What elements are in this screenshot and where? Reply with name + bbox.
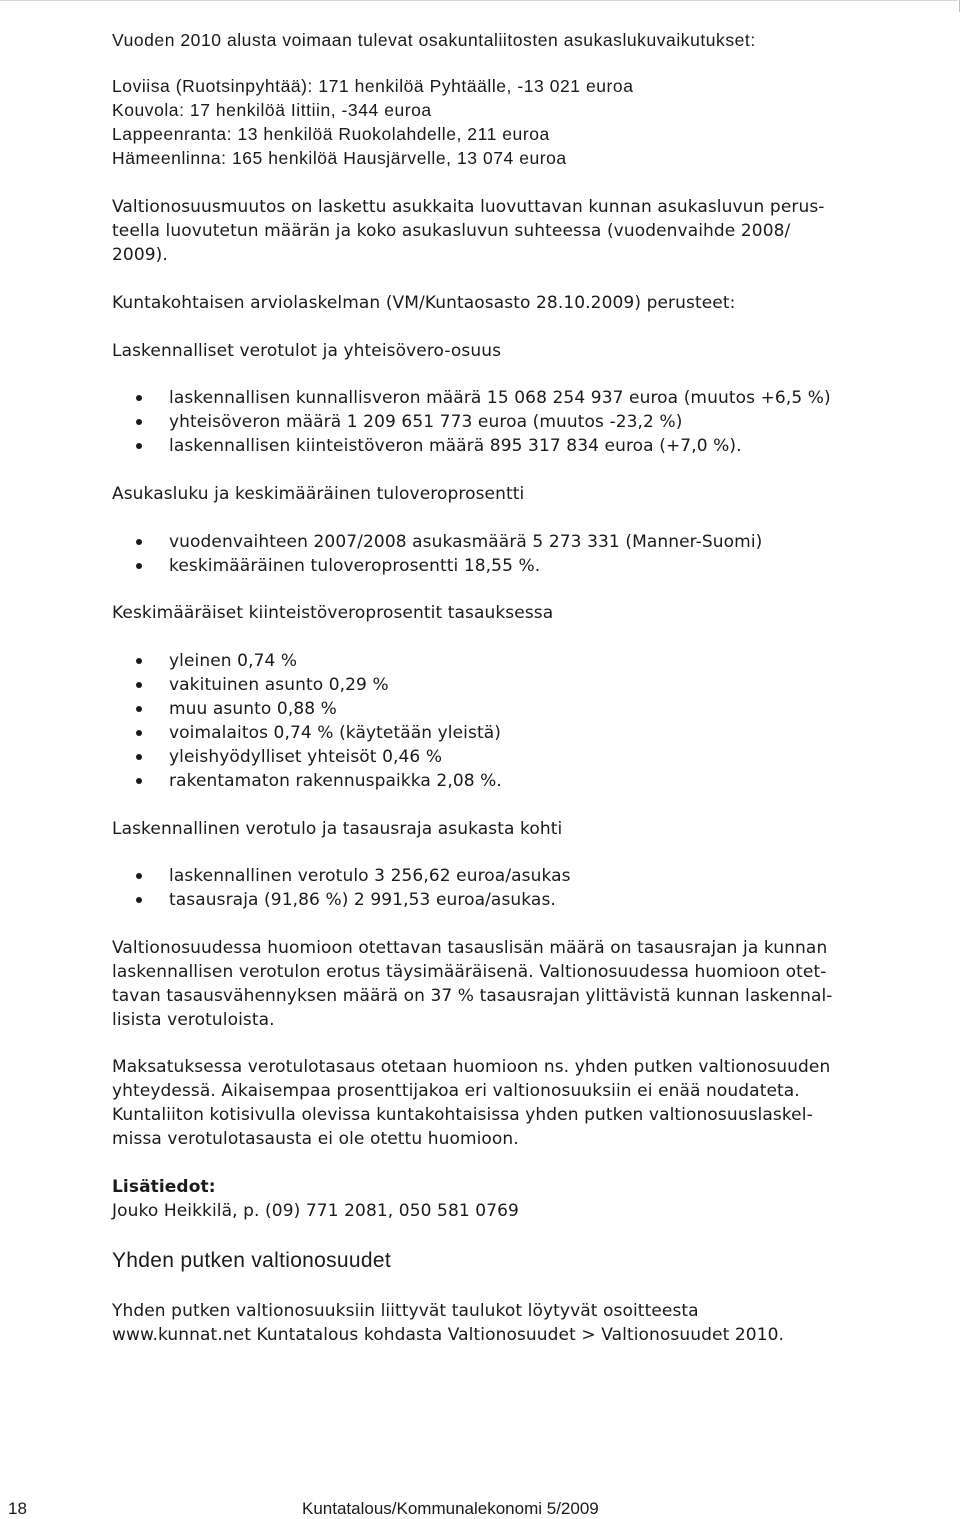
tax-item: yhteisöveron määrä 1 209 651 773 euroa (muutos -23,2 %) bbox=[169, 412, 683, 432]
page-number: 18 bbox=[8, 1499, 27, 1518]
one-pipe-heading: Yhden putken valtionosuudet bbox=[112, 1249, 391, 1272]
bullet-icon bbox=[136, 897, 142, 903]
bullet-icon bbox=[136, 419, 142, 425]
bullet-icon bbox=[136, 563, 142, 569]
property-heading: Keskimääräiset kiinteistöveroprosentit tasauksessa bbox=[112, 603, 554, 623]
tax-item: laskennallisen kunnallisveron määrä 15 068 254 937 euroa (muutos +6,5 %) bbox=[169, 388, 831, 408]
intro-line-lappeenranta: Lappeenranta: 13 henkilöä Ruokolahdelle, 211 euroa bbox=[112, 124, 550, 144]
property-item: muu asunto 0,88 % bbox=[169, 699, 337, 719]
bullet-icon bbox=[136, 443, 142, 449]
bullet-icon bbox=[136, 873, 142, 879]
bullet-icon bbox=[136, 778, 142, 784]
bullet-icon bbox=[136, 754, 142, 760]
calc-item: tasausraja (91,86 %) 2 991,53 euroa/asukas. bbox=[169, 890, 556, 910]
page-top-border bbox=[0, 0, 958, 1]
para2-line: lisista verotuloista. bbox=[112, 1010, 275, 1030]
contact-label: Lisätiedot: bbox=[112, 1177, 216, 1197]
population-item: keskimääräinen tuloveroprosentti 18,55 %. bbox=[169, 556, 541, 576]
para1-line: Valtionosuusmuutos on laskettu asukkaita luovuttavan kunnan asukasluvun perus- bbox=[112, 197, 825, 217]
para2-line: Valtionosuudessa huomioon otettavan tasauslisän määrä on tasausrajan ja kunnan bbox=[112, 938, 828, 958]
para2-line: tavan tasausvähennyksen määrä on 37 % tasausrajan ylittävistä kunnan laskennal- bbox=[112, 986, 833, 1006]
bullet-icon bbox=[136, 730, 142, 736]
para1-line: 2009). bbox=[112, 245, 168, 265]
bullet-icon bbox=[136, 706, 142, 712]
intro-line-loviisa: Loviisa (Ruotsinpyhtää): 171 henkilöä Pyhtäälle, -13 021 euroa bbox=[112, 76, 634, 96]
property-item: voimalaitos 0,74 % (käytetään yleistä) bbox=[169, 723, 501, 743]
intro-line-kouvola: Kouvola: 17 henkilöä Iittiin, -344 euroa bbox=[112, 100, 432, 120]
basis-heading: Kuntakohtaisen arviolaskelman (VM/Kuntaosasto 28.10.2009) perusteet: bbox=[112, 293, 736, 313]
tax-item: laskennallisen kiinteistöveron määrä 895 317 834 euroa (+7,0 %). bbox=[169, 436, 742, 456]
calc-heading: Laskennallinen verotulo ja tasausraja asukasta kohti bbox=[112, 819, 563, 839]
calc-item: laskennallinen verotulo 3 256,62 euroa/asukas bbox=[169, 866, 571, 886]
one-pipe-line: www.kunnat.net Kuntatalous kohdasta Valtionosuudet > Valtionosuudet 2010. bbox=[112, 1325, 785, 1345]
bullet-icon bbox=[136, 658, 142, 664]
one-pipe-line: Yhden putken valtionosuuksiin liittyvät taulukot löytyvät osoitteesta bbox=[112, 1301, 699, 1321]
property-item: yleishyödylliset yhteisöt 0,46 % bbox=[169, 747, 443, 767]
property-item: rakentamaton rakennuspaikka 2,08 %. bbox=[169, 771, 502, 791]
para1-line: teella luovutetun määrän ja koko asukasluvun suhteessa (vuodenvaihde 2008/ bbox=[112, 221, 791, 241]
bullet-icon bbox=[136, 395, 142, 401]
property-item: vakituinen asunto 0,29 % bbox=[169, 675, 389, 695]
para3-line: yhteydessä. Aikaisempaa prosenttijakoa eri valtionosuuksiin ei enää noudateta. bbox=[112, 1081, 800, 1101]
contact-person: Jouko Heikkilä, p. (09) 771 2081, 050 581 0769 bbox=[112, 1201, 519, 1221]
population-item: vuodenvaihteen 2007/2008 asukasmäärä 5 273 331 (Manner-Suomi) bbox=[169, 532, 763, 552]
bullet-icon bbox=[136, 682, 142, 688]
intro-line-hameenlinna: Hämeenlinna: 165 henkilöä Hausjärvelle, 13 074 euroa bbox=[112, 148, 567, 168]
intro-title: Vuoden 2010 alusta voimaan tulevat osakuntaliitosten asukaslukuvaikutukset: bbox=[112, 30, 756, 50]
bullet-icon bbox=[136, 539, 142, 545]
publication-footer: Kuntatalous/Kommunalekonomi 5/2009 bbox=[302, 1499, 599, 1518]
tax-heading: Laskennalliset verotulot ja yhteisövero-osuus bbox=[112, 341, 502, 361]
population-heading: Asukasluku ja keskimääräinen tuloveroprosentti bbox=[112, 484, 525, 504]
para3-line: Maksatuksessa verotulotasaus otetaan huomioon ns. yhden putken valtionosuuden bbox=[112, 1057, 831, 1077]
para3-line: missa verotulotasausta ei ole otettu huomioon. bbox=[112, 1129, 519, 1149]
para3-line: Kuntaliiton kotisivulla olevissa kuntakohtaisissa yhden putken valtionosuuslaskel- bbox=[112, 1105, 813, 1125]
property-item: yleinen 0,74 % bbox=[169, 651, 298, 671]
para2-line: laskennallisen verotulon erotus täysimääräisenä. Valtionosuudessa huomioon otet- bbox=[112, 962, 827, 982]
